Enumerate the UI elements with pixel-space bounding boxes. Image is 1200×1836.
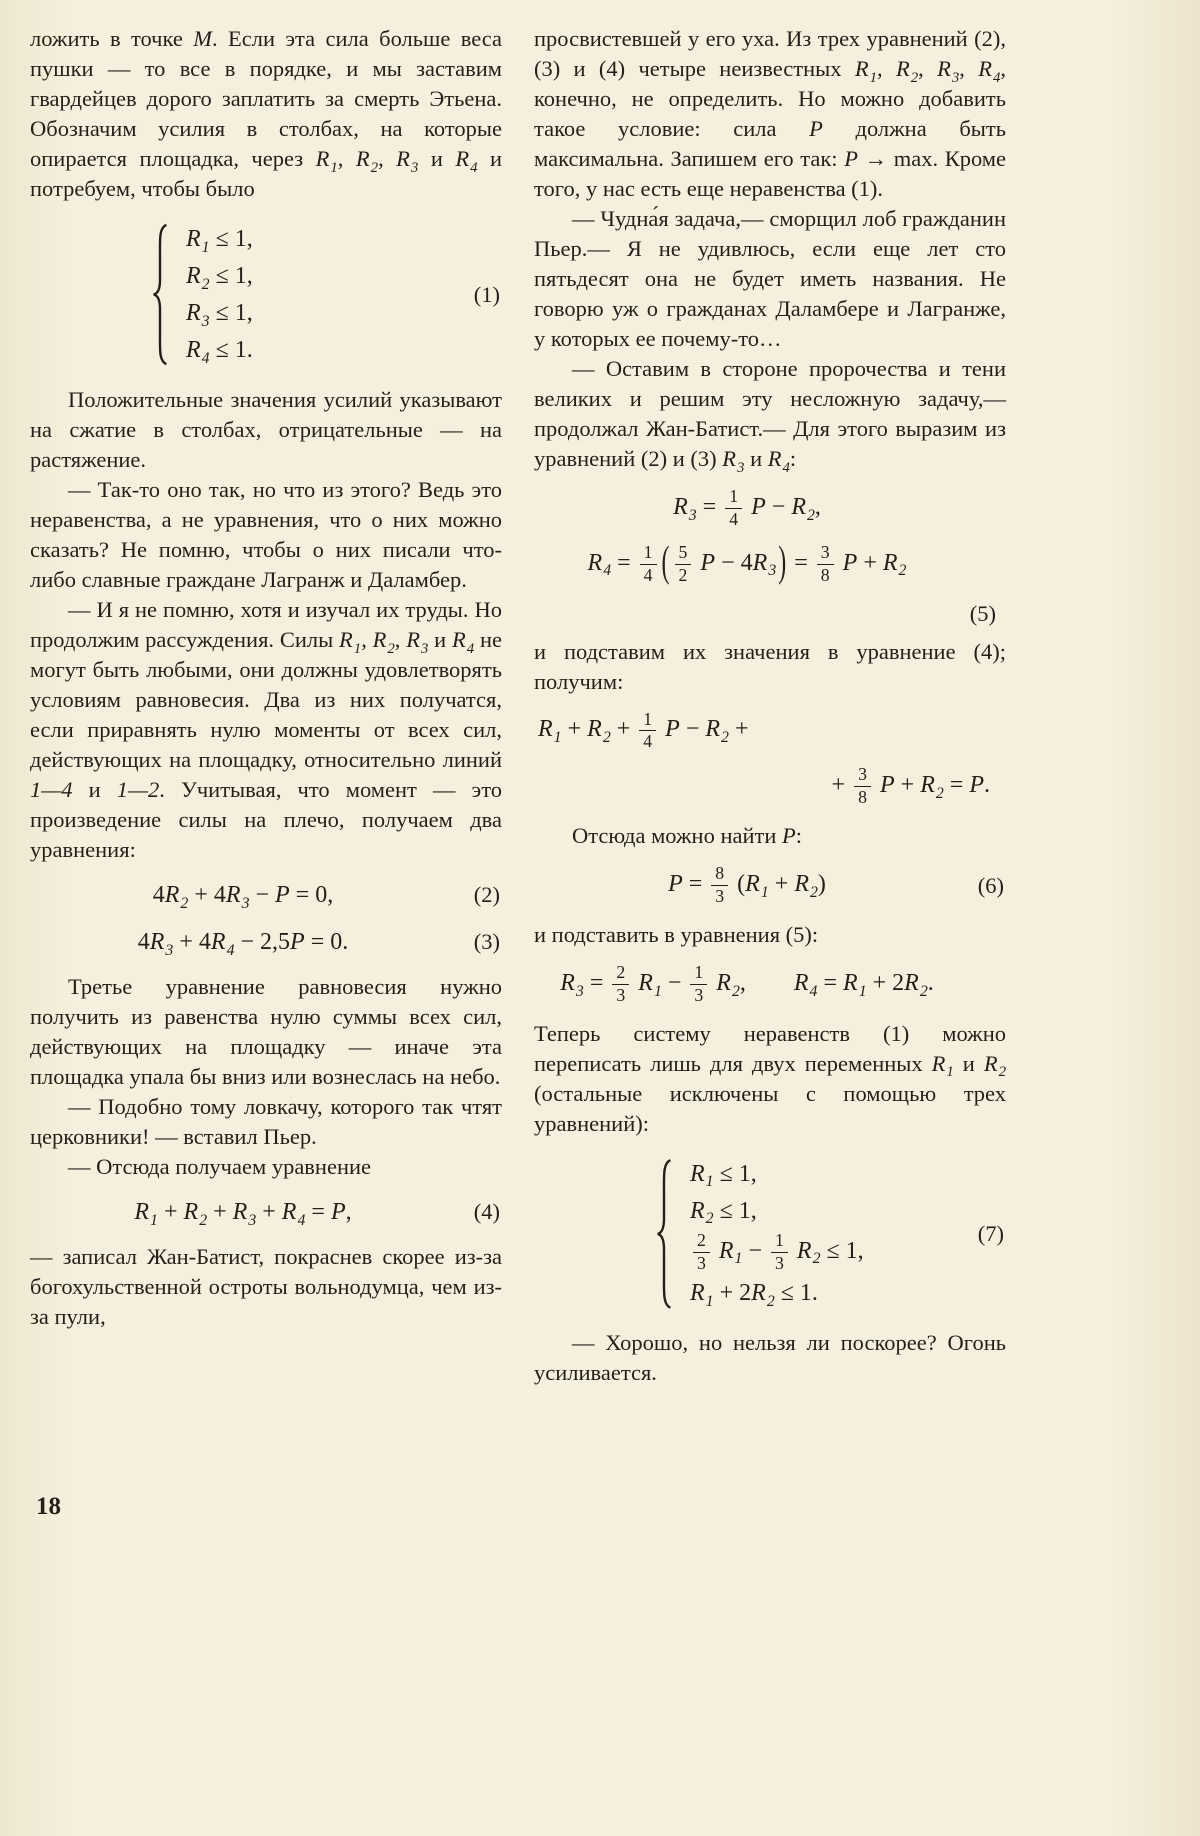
equation-number: (3) [473, 929, 500, 954]
math-variable: $R_3$ [722, 446, 745, 476]
math-variable: P [330, 1199, 346, 1225]
system-line: $R_1 + 2R_2 \le 1$. [690, 1280, 818, 1311]
paragraph: Отсюда можно найти P: [572, 823, 803, 849]
paragraph: — записал Жан-Батист, покраснев скорее из-за богохульственной остроты вольнодумца, чем из-за пули, [30, 1244, 502, 1329]
math-variable: $R_4$ [452, 627, 475, 657]
math-variable: $R_1$ [134, 1199, 158, 1229]
big-paren: ) [778, 539, 787, 587]
math-variable: P [275, 882, 290, 908]
math-variable: $R_3$ [673, 493, 697, 524]
math-variable: $R_3$ [406, 627, 429, 657]
system-line: $R_2 \le 1$, [690, 1197, 757, 1228]
fraction-numerator: 3 [854, 765, 871, 787]
fraction-denominator: 3 [715, 886, 725, 907]
math-variable: $R_2$ [690, 1197, 714, 1228]
fraction-denominator: 3 [775, 1252, 784, 1273]
paragraph: — Так-то оно так, но что из этого? Ведь это неравенства, а не уравнения, что о них можно сказать? Не помню, чтобы о них писали что-либо славные граждане Лагранж и Даламбер. [30, 477, 502, 592]
system-line: $R_1 \le 1$, [690, 1160, 757, 1191]
equation-number: (4) [473, 1199, 500, 1224]
math-variable: P [809, 116, 823, 141]
math-variable: $R_2$ [355, 146, 379, 176]
math-variable: $R_3$ [937, 56, 960, 86]
equation [534, 765, 1006, 808]
system-line: $\frac{2}{3}$ $R_1$ − $\frac{1}{3}$ $R_2 \le 1$, [690, 1231, 864, 1274]
math-variable: $R_2$ [794, 871, 818, 901]
fraction-denominator: 2 [678, 564, 688, 585]
fraction-denominator: 4 [643, 731, 653, 752]
math-variable: $R_1$ [854, 56, 878, 86]
paragraph: и подставить в уравнения (5): [534, 921, 819, 947]
fraction [640, 543, 657, 586]
math-variable: М [193, 26, 212, 51]
fraction-denominator: 3 [616, 984, 626, 1005]
math-variable: $R_2$ [983, 1050, 1006, 1081]
paragraph: — И я не помню, хотя и изучал их труды. Но продолжим рассуждения. Силы $R_1$, $R_2$, $R_3$ и $R_4$ не могут быть любыми, они должны удовлетворять условиям равновесия. Два из них получатся, если приравнять нулю моменты от всех сил, действующих на площадку, относительно линий 1—4 и 1—2. Учитывая, что момент — это произведение силы на плечо, получаем два уравнения: [30, 597, 503, 862]
math-variable: $R_4$ [281, 1199, 306, 1229]
fraction-numerator: 2 [612, 963, 629, 985]
equation-body: $R_1 + R_2 + R_3 + R_4 = P$, [134, 1199, 352, 1229]
equation-number: (7) [977, 1220, 1004, 1246]
paragraph: — Оставим в стороне пророчества и тени великих и решим эту несложную задачу,— продолжал Жан-Батист.— Для этого выразим из уравнений (2) и (3) $R_3$ и $R_4$: [534, 356, 1006, 476]
math-variable: $R_2$ [587, 716, 611, 747]
right-column [534, 24, 1006, 1388]
page-number: 18 [36, 1493, 61, 1520]
fraction-numerator: 1 [771, 1231, 788, 1253]
paragraph: ложить в точке М. Если эта сила больше веса пушки — то все в порядке, и мы заставим гвардейцев дорого заплатить за смерть Этьена. Обозначим усилия в столбах, на которые опирается площадка, через $R_1$, $R_2$, $R_3$ и $R_4$ и потребуем, чтобы было [30, 26, 503, 201]
paragraph: — Хорошо, но нельзя ли поскорее? Огонь усиливается. [534, 1330, 1006, 1386]
math-variable: $R_1$ [339, 627, 362, 657]
equation [534, 710, 1006, 753]
equation [534, 963, 1006, 1006]
paragraph: Положительные значения усилий указывают на сжатие в столбах, отрицательные — на растяжение. [30, 387, 502, 472]
fraction-numerator: 1 [725, 487, 742, 509]
math-variable: $R_4$ [767, 446, 790, 476]
math-variable: $R_1$ [186, 226, 210, 256]
fraction [817, 543, 834, 586]
math-variable: $R_3$ [752, 549, 777, 580]
fraction-numerator: 3 [817, 543, 834, 565]
paragraph: просвистевшей у его уха. Из трех уравнений (2), (3) и (4) четыре неизвестных $R_1$, $R_2$, $R_3$, $R_4$, конечно, не определить. Но можно добавить такое условие: сила P должна быть максимальна. Запишем его так: P → max. Кроме того, у нас есть еще неравенства (1). [534, 26, 1007, 201]
math-variable: $R_2$ [920, 772, 944, 803]
math-variable: $R_1$ [843, 969, 867, 1000]
equation [534, 864, 1006, 907]
system-line: $R_2 \le 1$, [186, 263, 253, 293]
equation-system [30, 222, 502, 367]
math-variable: P [842, 549, 858, 576]
fraction [639, 710, 656, 753]
math-variable: $R_4$ [455, 146, 478, 176]
equation-body: P = $\frac{8}{3}$ $(R_1 + R_2)$ [668, 863, 826, 907]
math-variable: $R_3$ [225, 882, 250, 912]
math-variable: $R_1$ [690, 1160, 714, 1191]
math-variable: $R_4$ [978, 56, 1001, 86]
math-variable: $R_1$ [931, 1050, 954, 1081]
equation-body: $4R_2 + 4R_3 - P = 0$, [152, 882, 334, 912]
math-variable: $R_2$ [186, 263, 210, 293]
fraction-denominator: 3 [697, 1252, 706, 1273]
math-variable: $R_2$ [372, 627, 395, 657]
fraction-denominator: 3 [694, 984, 704, 1005]
left-column [30, 24, 502, 1332]
equation [534, 487, 1006, 530]
paragraph: — Отсюда получаем уравнение [68, 1154, 372, 1179]
fraction [725, 487, 742, 530]
fraction [854, 765, 871, 808]
fraction [612, 963, 629, 1006]
paragraph: и подставим их значения в уравнение (4); получим: [534, 638, 1006, 694]
math-variable: $R_3$ [149, 929, 174, 959]
math-variable: $R_2$ [751, 1280, 775, 1311]
math-variable: P [668, 871, 683, 898]
equation-body: + $\frac{3}{8}$ $P + R_2 = P$. [831, 764, 990, 808]
math-variable: $R_2$ [705, 716, 729, 747]
math-variable: $R_2$ [183, 1199, 208, 1229]
fraction [693, 1231, 710, 1274]
math-variable: $R_1$ [690, 1280, 714, 1311]
math-variable: P [290, 929, 305, 955]
equation-body: $R_1 + R_2$ + $\frac{1}{4}$ $P - R_2$ + [538, 708, 749, 752]
equation [534, 539, 1006, 587]
math-variable: $R_1$ [315, 146, 338, 176]
equation-number: (1) [473, 281, 500, 307]
fraction [690, 963, 707, 1006]
math-variable: $R_4$ [587, 549, 612, 580]
equation-body: $R_4$ = $\frac{1}{4}$ ( $\frac{5}{2}$ $P - 4R_3$) = $\frac{3}{8}$ $P + R_2$ [588, 550, 907, 576]
paragraph: — Чудна́я задача,— сморщил лоб гражданин Пьер.— Я не удивлюсь, если еще лет сто пятьдесят она не будет иметь названия. Не говорю уж о гражданах Даламбере и Лагранже, у которых ее почему-то… [534, 206, 1006, 351]
equation-body: $R_3$ = $\frac{2}{3}$ $R_1$ − $\frac{1}{3}$ $R_2$, $R_4 = R_1 + 2R_2$. [560, 961, 934, 1005]
math-variable: $R_4$ [210, 929, 235, 959]
math-variable: P [879, 772, 895, 799]
equation-body: $4R_3 + 4R_4 - 2,5P = 0$. [137, 929, 349, 959]
math-variable: $R_1$ [638, 969, 662, 1000]
math-variable: $R_3$ [560, 969, 584, 1000]
italic-text: 1—2 [116, 777, 160, 802]
math-variable: P [844, 146, 858, 171]
system-line: $R_1 \le 1$, [186, 226, 253, 256]
math-variable: $R_1$ [718, 1237, 743, 1268]
system-lines [186, 222, 253, 367]
math-variable: $R_2$ [716, 969, 740, 1000]
system-line: $R_4 \le 1$. [186, 337, 253, 367]
math-variable: $R_2$ [882, 549, 907, 580]
fraction-numerator: 2 [693, 1231, 710, 1253]
paragraph: Третье уравнение равновесия нужно получить из равенства нулю суммы всех сил, действующих на площадку — иначе эта площадка упала бы вниз или вознеслась на небо. [30, 974, 502, 1089]
math-variable: P [751, 493, 766, 520]
italic-text: 1—4 [30, 777, 73, 802]
math-variable: $R_1$ [538, 716, 562, 747]
paragraph: Теперь систему неравенств (1) можно переписать лишь для двух переменных $R_1$ и $R_2$ (остальные исключены с помощью трех уравнений): [534, 1020, 1006, 1136]
equation [30, 1195, 502, 1229]
fraction-numerator: 1 [639, 710, 656, 732]
fraction-numerator: 5 [675, 543, 692, 565]
left-brace-icon [654, 1157, 674, 1311]
math-variable: P [700, 549, 716, 576]
fraction-numerator: 1 [640, 543, 657, 565]
fraction [711, 864, 728, 907]
fraction-denominator: 8 [858, 787, 867, 808]
fraction-denominator: 4 [729, 508, 739, 529]
math-variable: P [969, 772, 984, 799]
equation-number: (5) [969, 600, 996, 626]
math-variable: $R_1$ [745, 871, 769, 901]
equation [30, 878, 502, 912]
system-lines [690, 1157, 864, 1311]
paragraph: — Подобно тому ловкачу, которого так чтят церковники! — вставил Пьер. [30, 1094, 502, 1149]
equation [30, 925, 502, 959]
math-variable: $R_4$ [793, 969, 818, 1000]
fraction [771, 1231, 788, 1274]
math-variable: $R_3$ [396, 146, 419, 176]
fraction-numerator: 1 [690, 963, 707, 985]
equation-number: (6) [977, 872, 1004, 898]
left-brace-icon [150, 222, 170, 367]
math-variable: $R_2$ [904, 969, 928, 1000]
math-variable: $R_2$ [164, 882, 189, 912]
math-variable: $R_3$ [186, 300, 210, 330]
system-line: $R_3 \le 1$, [186, 300, 253, 330]
fraction-denominator: 8 [820, 564, 830, 585]
equation-system [534, 1157, 1006, 1311]
equation-number: (2) [473, 882, 500, 907]
fraction [675, 543, 692, 586]
big-paren: ( [661, 539, 670, 587]
math-variable: P [782, 823, 796, 849]
math-variable: $R_4$ [186, 337, 210, 367]
math-variable: $R_2$ [791, 493, 815, 524]
equation-body: $R_3$ = $\frac{1}{4}$ $P - R_2$, [673, 486, 821, 529]
fraction-denominator: 4 [643, 564, 653, 585]
math-variable: $R_2$ [796, 1237, 821, 1268]
math-variable: $R_2$ [895, 56, 919, 86]
math-variable: P [665, 716, 680, 743]
fraction-numerator: 8 [711, 864, 728, 886]
math-variable: $R_3$ [232, 1199, 257, 1229]
